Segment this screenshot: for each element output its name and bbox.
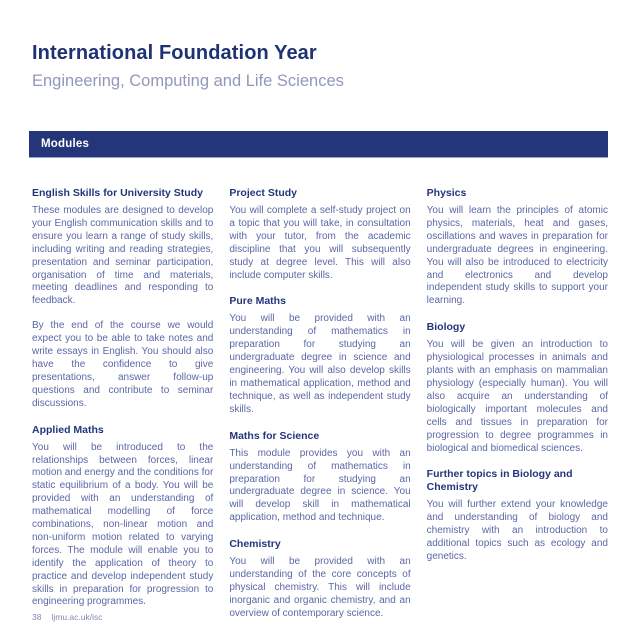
- page-header: [0, 0, 638, 91]
- module-paragraph: This module provides you with an understanding of mathematics in preparation for studying an undergraduate degree in science. You will develop skill in mathematical application, method and technique.: [229, 447, 411, 524]
- module-paragraph: You will be introduced to the relationships between forces, linear motion and energy and the conditions for static equilibrium of a body. You will be provided with an understanding of mathematical modelling of force combinations, non-linear motion and non-uniform motion related to varying forces. The module will enable you to identify the application of theory to practice and develop independent study skills in preparation for progression to engineering programmes.: [32, 441, 214, 608]
- column-physics-biology: [427, 187, 608, 621]
- module-paragraph: You will learn the principles of atomic physics, materials, heat and gases, oscillations and waves in preparation for undergraduate degrees in engineering. You will also be introduced to electricity and electronics and develop independent study skills to support your learning.: [426, 205, 608, 307]
- module-project-study: [229, 187, 410, 282]
- module-heading: English Skills for University Study: [32, 187, 203, 199]
- module-heading: Chemistry: [229, 538, 281, 551]
- module-physics: [427, 187, 608, 308]
- module-paragraph: These modules are designed to develop your English communication skills and to ensure you learn a range of study skills, including writing and reading strategies, presentation and seminar participation, organisation of time and materials, meeting deadlines and responding to feedback.: [32, 205, 214, 307]
- module-chemistry: [229, 538, 410, 621]
- modules-columns: [0, 158, 638, 621]
- page-subtitle: Engineering, Computing and Life Sciences: [32, 72, 344, 90]
- module-biology: [427, 321, 608, 455]
- module-paragraph: You will be given an introduction to physiological processes in animals and plants with an emphasis on mammalian physiology (especially human). You will also acquire an understanding of biologically important molecules and cells and tissues in preparation for progression to degree programmes in biological and biomedical sciences.: [426, 339, 608, 454]
- page-title: International Foundation Year: [32, 42, 317, 64]
- module-paragraph: You will be provided with an understanding of mathematics in preparation for studying an undergraduate degree in science and engineering. You will also develop skills in mathematical application, method and technique, as well as independent study skills.: [229, 313, 411, 415]
- module-heading: Project Study: [229, 187, 298, 199]
- module-paragraph: You will complete a self-study project on a topic that you will take, in consultation with your tutor, from the academic discipline that you will subsequently study at degree level. This will also include computer skills.: [229, 205, 411, 281]
- module-heading: Physics: [426, 187, 467, 199]
- module-english-skills: [32, 187, 213, 411]
- module-heading: Maths for Science: [229, 429, 320, 442]
- column-english-and-applied-maths: [32, 187, 213, 621]
- module-heading: Pure Maths: [229, 295, 286, 308]
- module-heading: Further topics in Biology and Chemistry: [426, 468, 573, 494]
- page-number: 38: [32, 612, 42, 622]
- module-maths-for-science: [229, 430, 410, 525]
- page-footer: [32, 612, 102, 622]
- footer-url: ljmu.ac.uk/isc: [51, 612, 103, 622]
- module-paragraph: You will be provided with an understanding of the core concepts of physical chemistry. This will include inorganic and organic chemistry, and an overview of contemporary science.: [229, 556, 411, 619]
- modules-banner: [29, 131, 608, 158]
- module-heading: Biology: [426, 321, 466, 334]
- module-pure-maths: [229, 295, 410, 416]
- column-project-maths-chemistry: [229, 187, 410, 621]
- module-heading: Applied Maths: [32, 423, 104, 436]
- module-paragraph: You will further extend your knowledge and understanding of biology and chemistry with an introduction to additional topics such as ecology and genetics.: [426, 499, 608, 563]
- module-further-topics: [427, 468, 608, 564]
- module-paragraph: By the end of the course we would expect you to be able to take notes and write essays in English. You should also have the confidence to give presentations, answer follow-up questions and contribute to seminar discussions.: [32, 320, 214, 409]
- modules-banner-label: Modules: [41, 138, 90, 150]
- module-applied-maths: [32, 424, 213, 610]
